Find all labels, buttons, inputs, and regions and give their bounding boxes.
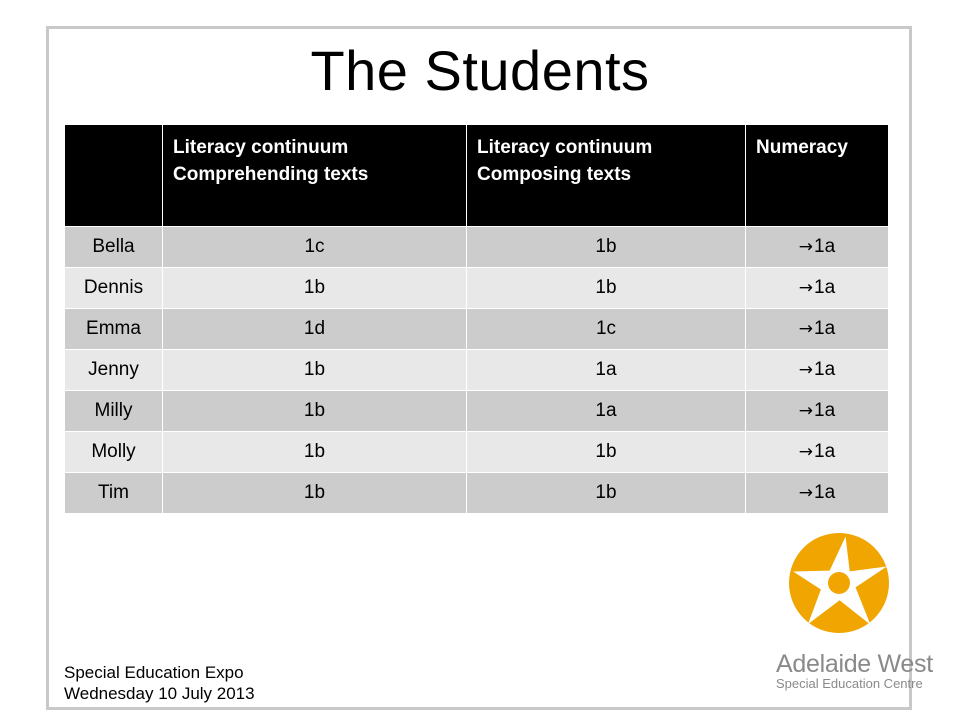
table-header-row <box>65 125 889 227</box>
header-cell-numeracy: Numeracy <box>746 125 889 227</box>
numeracy-value: 1a <box>814 441 836 462</box>
comprehending-cell: 1b <box>163 391 467 432</box>
numeracy-cell <box>746 227 889 268</box>
star-logo-icon <box>786 530 892 636</box>
student-name-cell: Jenny <box>65 350 163 391</box>
numeracy-value: 1a <box>814 482 836 503</box>
table-row <box>65 432 889 473</box>
header-cell-comprehending: Literacy continuum Comprehending texts <box>163 125 467 227</box>
footer-date: Wednesday 10 July 2013 <box>64 684 255 703</box>
numeracy-cell <box>746 432 889 473</box>
footer <box>64 662 255 704</box>
numeracy-value: 1a <box>814 236 836 257</box>
composing-cell: 1c <box>467 309 746 350</box>
table-row <box>65 473 889 514</box>
header-cell-composing: Literacy continuum Composing texts <box>467 125 746 227</box>
composing-cell: 1b <box>467 227 746 268</box>
composing-cell: 1a <box>467 391 746 432</box>
numeracy-cell <box>746 350 889 391</box>
student-name-cell: Milly <box>65 391 163 432</box>
arrow-right-icon: → <box>798 360 814 380</box>
table-row <box>65 227 889 268</box>
numeracy-value: 1a <box>814 359 836 380</box>
logo-name: Adelaide West <box>776 650 933 678</box>
arrow-right-icon: → <box>798 483 814 503</box>
logo-subtitle: Special Education Centre <box>776 676 923 691</box>
student-name-cell: Molly <box>65 432 163 473</box>
composing-cell: 1a <box>467 350 746 391</box>
numeracy-cell <box>746 391 889 432</box>
arrow-right-icon: → <box>798 237 814 257</box>
school-logo <box>772 530 933 691</box>
composing-cell: 1b <box>467 432 746 473</box>
table-row <box>65 309 889 350</box>
comprehending-cell: 1d <box>163 309 467 350</box>
arrow-right-icon: → <box>798 278 814 298</box>
student-name-cell: Emma <box>65 309 163 350</box>
comprehending-cell: 1c <box>163 227 467 268</box>
table-body <box>65 227 889 514</box>
numeracy-value: 1a <box>814 277 836 298</box>
table-row <box>65 350 889 391</box>
arrow-right-icon: → <box>798 442 814 462</box>
arrow-right-icon: → <box>798 401 814 421</box>
comprehending-cell: 1b <box>163 473 467 514</box>
table-row <box>65 391 889 432</box>
footer-event: Special Education Expo <box>64 663 244 682</box>
student-name-cell: Dennis <box>65 268 163 309</box>
slide-title: The Students <box>310 39 650 102</box>
comprehending-cell: 1b <box>163 268 467 309</box>
comprehending-cell: 1b <box>163 432 467 473</box>
arrow-right-icon: → <box>798 319 814 339</box>
comprehending-cell: 1b <box>163 350 467 391</box>
student-name-cell: Tim <box>65 473 163 514</box>
numeracy-cell <box>746 473 889 514</box>
numeracy-cell <box>746 309 889 350</box>
composing-cell: 1b <box>467 473 746 514</box>
numeracy-value: 1a <box>814 318 836 339</box>
composing-cell: 1b <box>467 268 746 309</box>
students-table <box>64 124 889 514</box>
header-cell-empty <box>65 125 163 227</box>
numeracy-cell <box>746 268 889 309</box>
table-row <box>65 268 889 309</box>
numeracy-value: 1a <box>814 400 836 421</box>
student-name-cell: Bella <box>65 227 163 268</box>
